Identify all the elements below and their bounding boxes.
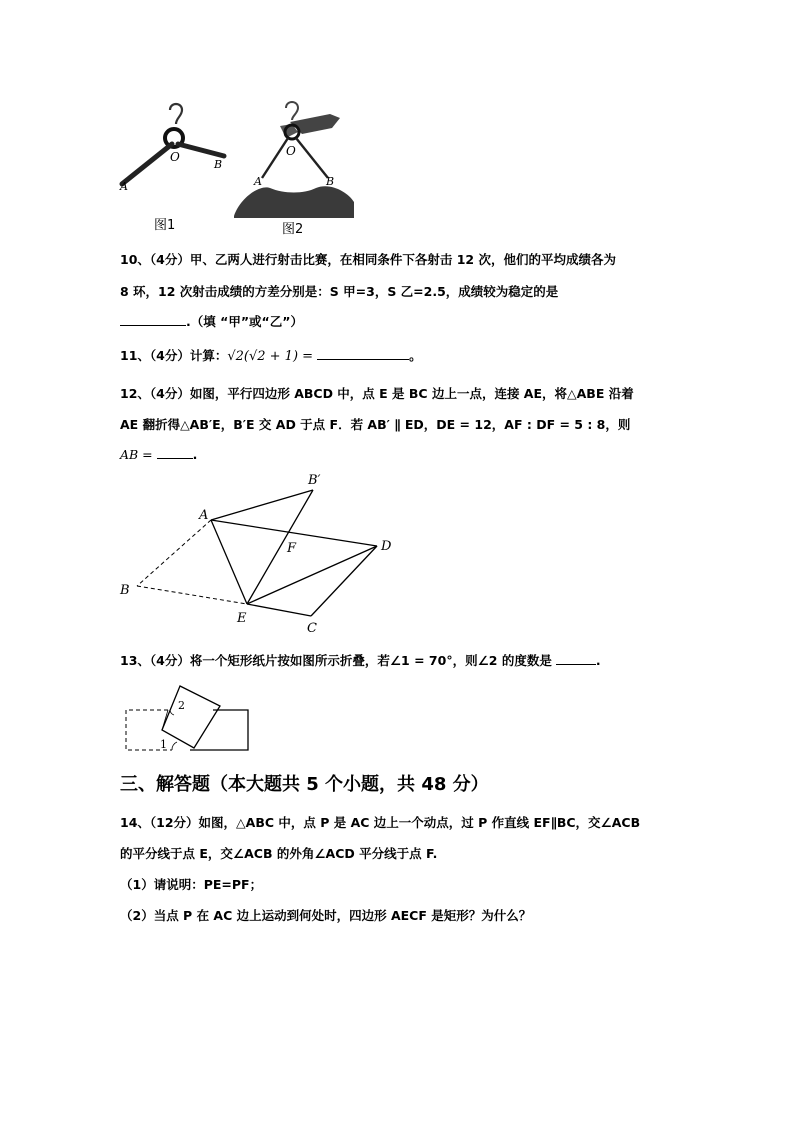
- figure-2: [230, 98, 360, 238]
- label-f: F: [287, 541, 297, 556]
- section-3-title: 三、解答题（本大题共 5 个小题，共 48 分）: [120, 774, 489, 795]
- q14-line2: 的平分线于点 E，交∠ACB 的外角∠ACD 平分线于点 F.: [120, 846, 438, 861]
- angle-2-label: 2: [178, 699, 185, 712]
- q13-text: 13、（4分）将一个矩形纸片按如图所示折叠，若∠1 = 70°，则∠2 的度数是: [120, 653, 552, 668]
- label-b: B: [214, 158, 223, 171]
- q13-answer-blank: [556, 652, 596, 665]
- q11-suffix: 。: [409, 348, 422, 363]
- label-b: B: [120, 583, 130, 598]
- q10-answer-blank: [120, 313, 186, 326]
- parallelogram-diagram: [115, 470, 405, 640]
- q11-line: [120, 346, 422, 364]
- q11-prefix: 11、（4分）计算：: [120, 348, 228, 363]
- label-o: O: [286, 144, 296, 158]
- q12-line3-end: .: [192, 447, 198, 462]
- q14-part1: （1）请说明：PE=PF；: [120, 877, 263, 892]
- label-b-prime: B′: [308, 473, 321, 488]
- label-b: B: [326, 175, 335, 188]
- angle-1-label: 1: [160, 738, 167, 751]
- q11-expression: √2(√2 + 1) =: [227, 349, 314, 364]
- q12-line3: [120, 446, 197, 462]
- figure-1-caption: 图1: [154, 218, 176, 233]
- q11-answer-blank: [317, 347, 409, 360]
- label-a: A: [120, 180, 128, 193]
- q13-line1: [120, 651, 601, 669]
- label-c: C: [307, 621, 317, 636]
- label-d: D: [381, 539, 392, 554]
- hanger-figure-1: [118, 98, 238, 238]
- q14-line1: 14、（12分）如图，△ABC 中，点 P 是 AC 边上一个动点，过 P 作直线 EF∥BC，交∠ACB: [120, 815, 641, 830]
- folded-rectangle-diagram: [120, 682, 260, 754]
- label-e: E: [237, 611, 247, 626]
- figure-2-caption: 图2: [282, 222, 304, 237]
- q12-figure: [115, 470, 405, 640]
- label-a: A: [254, 175, 262, 188]
- q12-answer-blank: [157, 446, 193, 459]
- figure-1: [118, 98, 238, 238]
- q13-line1-end: .: [595, 653, 601, 668]
- q12-line1: 12、（4分）如图，平行四边形 ABCD 中，点 E 是 BC 边上一点，连接 AE，将△ABE 沿着: [120, 386, 634, 401]
- q10-line2: 8 环，12 次射击成绩的方差分别是：S 甲=3，S 乙=2.5，成绩较为稳定的是: [120, 284, 559, 299]
- q10-line3-text: .（填 “甲”或“乙”）: [186, 314, 303, 329]
- q10-line1: 10、（4分）甲、乙两人进行射击比赛，在相同条件下各射击 12 次，他们的平均成绩各为: [120, 252, 616, 267]
- q10-line3: [120, 312, 303, 330]
- q12-line2: AE 翻折得△AB′E，B′E 交 AD 于点 F．若 AB′ ∥ ED，DE = 12，AF : DF = 5 : 8，则: [120, 417, 631, 432]
- hanger-figure-2: [230, 98, 360, 222]
- q14-part2: （2）当点 P 在 AC 边上运动到何处时，四边形 AECF 是矩形？为什么？: [120, 908, 532, 923]
- label-a: A: [199, 508, 209, 523]
- q12-ab-label: AB =: [120, 447, 153, 462]
- label-o: O: [170, 150, 180, 164]
- q13-figure: [120, 682, 260, 754]
